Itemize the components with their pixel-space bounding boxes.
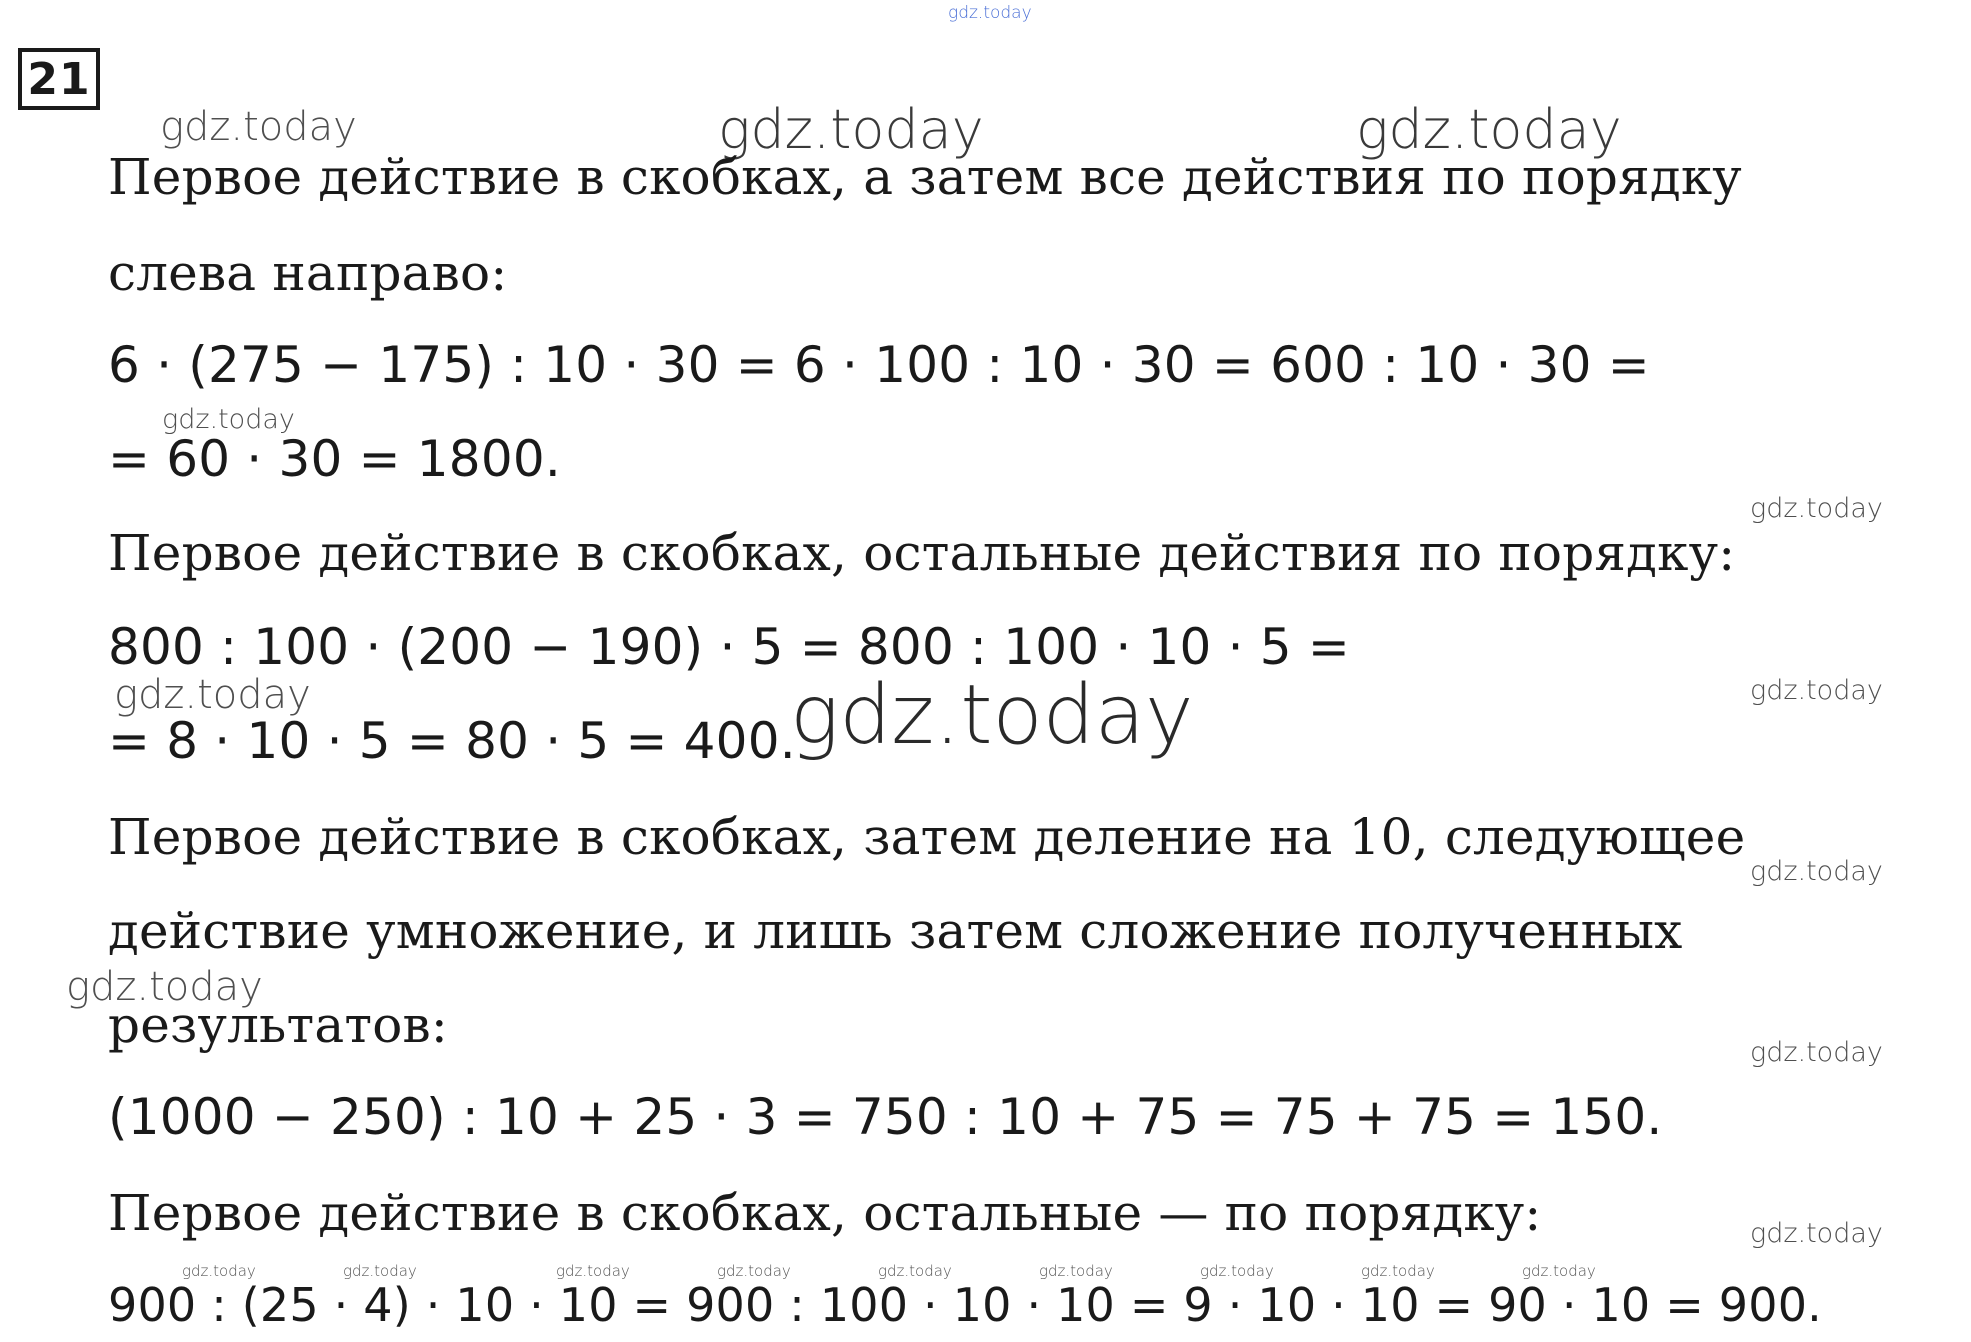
watermark: gdz.today xyxy=(717,1262,791,1280)
task-number: 21 xyxy=(27,53,91,105)
watermark: gdz.today xyxy=(1750,675,1883,706)
watermark: gdz.today xyxy=(1750,493,1883,524)
text-line-1: Первое действие в скобках, а затем все действия по порядку xyxy=(108,148,1742,206)
task-number-box xyxy=(18,48,100,110)
equation-line-5: (1000 − 250) : 10 + 25 · 3 = 750 : 10 + 75 = 75 + 75 = 150. xyxy=(108,1088,1663,1146)
watermark: gdz.today xyxy=(160,104,357,150)
text-line-3: Первое действие в скобках, остальные действия по порядку: xyxy=(108,524,1736,582)
watermark: gdz.today xyxy=(1522,1262,1596,1280)
watermark: gdz.today xyxy=(1356,98,1622,161)
watermark: gdz.today xyxy=(878,1262,952,1280)
text-line-7: Первое действие в скобках, остальные — по порядку: xyxy=(108,1184,1542,1242)
watermark: gdz.today xyxy=(343,1262,417,1280)
watermark: gdz.today xyxy=(1750,1218,1883,1249)
watermark: gdz.today xyxy=(556,1262,630,1280)
equation-line-4: = 8 · 10 · 5 = 80 · 5 = 400. xyxy=(108,712,796,770)
watermark: gdz.today xyxy=(1039,1262,1113,1280)
watermark: gdz.today xyxy=(1200,1262,1274,1280)
watermark: gdz.today xyxy=(182,1262,256,1280)
watermark: gdz.today xyxy=(1750,1037,1883,1068)
equation-line-1: 6 · (275 − 175) : 10 · 30 = 6 · 100 : 10 · 30 = 600 : 10 · 30 = xyxy=(108,336,1650,394)
watermark: gdz.today xyxy=(162,404,295,435)
text-line-6: результатов: xyxy=(108,996,448,1054)
equation-line-2: = 60 · 30 = 1800. xyxy=(108,430,561,488)
watermark: gdz.today xyxy=(718,98,984,161)
text-line-5: действие умножение, и лишь затем сложение полученных xyxy=(108,902,1683,960)
watermark: gdz.today xyxy=(1750,856,1883,887)
watermark: gdz.today xyxy=(1361,1262,1435,1280)
watermark: gdz.today xyxy=(66,964,263,1010)
text-line-2: слева направо: xyxy=(108,244,508,302)
equation-line-6: 900 : (25 · 4) · 10 · 10 = 900 : 100 · 10 · 10 = 9 · 10 · 10 = 90 · 10 = 900. xyxy=(108,1278,1823,1332)
equation-line-3: 800 : 100 · (200 − 190) · 5 = 800 : 100 · 10 · 5 = xyxy=(108,618,1351,676)
watermark-large: gdz.today xyxy=(790,668,1194,763)
watermark: gdz.today xyxy=(114,672,311,718)
watermark-top: gdz.today xyxy=(948,3,1032,23)
text-line-4: Первое действие в скобках, затем деление на 10, следующее xyxy=(108,808,1746,866)
